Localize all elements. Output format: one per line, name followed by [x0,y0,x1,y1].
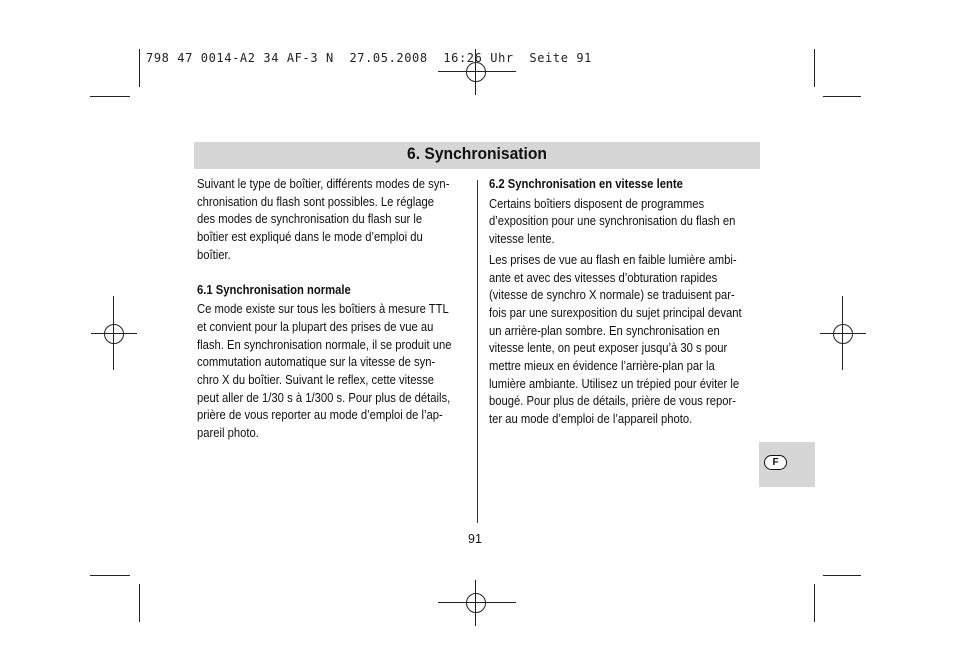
body-line: mettre mieux en évidence l’arrière-plan par la [489,359,715,374]
registration-mark-right [820,311,866,357]
body-line: d’exposition pour une synchronisation du flash en [489,214,736,229]
body-line: fois par une surexposition du sujet principal devant [489,305,742,320]
right-column [489,176,757,429]
crop-mark-top-right-vertical [814,49,815,87]
body-line: et convient pour la plupart des prises de vue au [197,319,434,334]
section-heading-6-1: 6.1 Synchronisation normale [197,282,351,297]
body-line: chro X du boîtier. Suivant le reflex, cette vitesse [197,373,435,388]
crop-mark-top-left-horizontal [90,96,130,97]
crop-mark-bottom-right-vertical [814,584,815,622]
body-line: vitesse lente. [489,232,555,247]
registration-line-left [113,296,114,370]
body-line: ante et avec des vitesses d’obturation rapides [489,270,718,285]
body-line: commutation automatique sur la vitesse de syn- [197,355,436,370]
body-line: un arrière-plan sombre. En synchronisation en [489,323,720,338]
intro-line: boîtier est expliqué dans le mode d’emploi du [197,230,423,245]
intro-line: chronisation du flash sont possibles. Le réglage [197,194,435,209]
print-slug: 798 47 0014-A2 34 AF-3 N 27.05.2008 16:26 Uhr Seite 91 [146,51,593,65]
body-line: ter au mode d’emploi de l’appareil photo. [489,412,693,427]
language-badge: F [764,455,787,470]
intro-line: Suivant le type de boîtier, différents modes de syn- [197,177,450,191]
body-line: flash. En synchronisation normale, il se produit une [197,337,452,352]
page-number: 91 [468,532,482,546]
body-line: (vitesse de synchro X normale) se traduisent par- [489,288,735,303]
intro-line: boîtier. [197,247,231,262]
language-tab [759,442,815,487]
body-line: pareil photo. [197,426,259,441]
registration-mark-left [91,311,137,357]
title-bar [194,142,760,169]
body-line: Les prises de vue au flash en faible lumière ambi- [489,252,737,267]
left-column [197,176,465,443]
body-line: Certains boîtiers disposent de programmes [489,196,705,211]
section-heading-6-2: 6.2 Synchronisation en vitesse lente [489,177,683,191]
registration-line-bottom [438,602,516,603]
body-line: Ce mode existe sur tous les boîtiers à mesure TTL [197,302,449,317]
registration-line-top [438,71,516,72]
crop-mark-bottom-left-horizontal [90,575,130,576]
crop-mark-top-right-horizontal [823,96,861,97]
body-line: bougé. Pour plus de détails, prière de vous repor- [489,394,737,409]
registration-line-right [842,296,843,370]
body-line: prière de vous reporter au mode d’emploi de l’ap- [197,408,443,423]
column-divider [477,180,478,523]
crop-mark-bottom-left-vertical [139,584,140,622]
body-line: lumière ambiante. Utilisez un trépied pour éviter le [489,376,740,391]
page-title: 6. Synchronisation [407,144,547,163]
crop-mark-top-left-vertical [139,49,140,87]
body-line: vitesse lente, on peut exposer jusqu’à 30 s pour [489,341,728,356]
registration-mark-bottom [453,580,499,626]
body-line: peut aller de 1/30 s à 1/300 s. Pour plus de détails, [197,390,451,405]
intro-line: des modes de synchronisation du flash sur le [197,212,423,227]
crop-mark-bottom-right-horizontal [823,575,861,576]
